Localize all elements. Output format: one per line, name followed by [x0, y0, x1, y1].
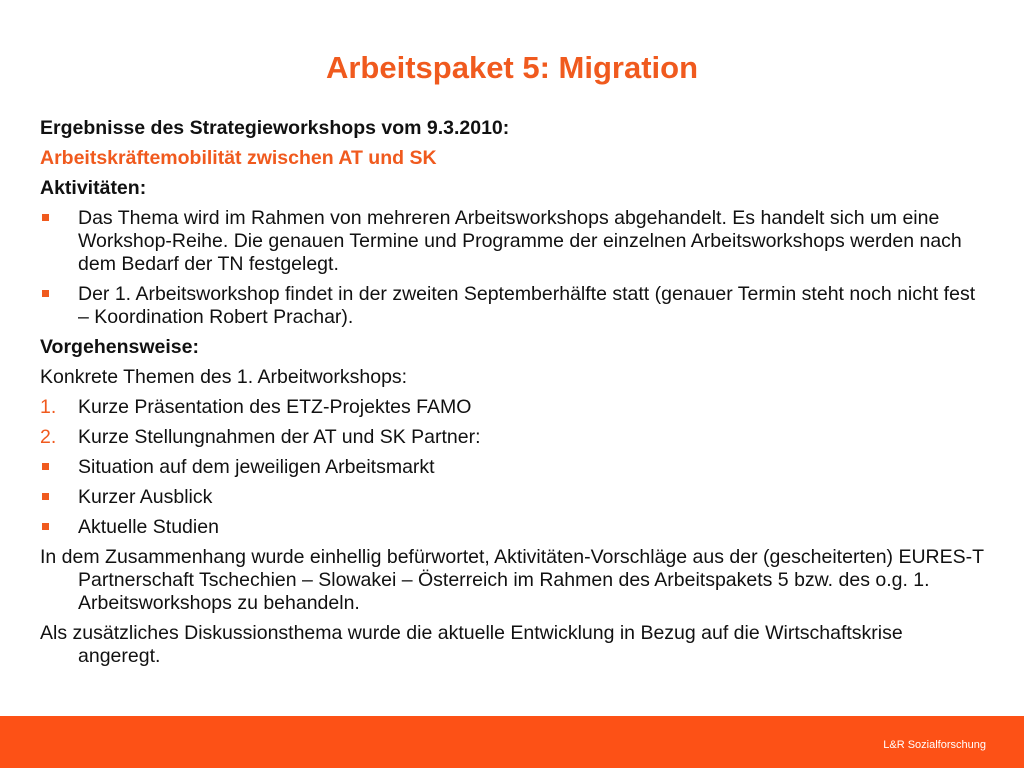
activity-item: [40, 283, 990, 329]
square-bullet-icon: [42, 523, 49, 530]
slide-title: Arbeitspaket 5: Migration: [325, 50, 699, 85]
item-number: 1.: [40, 396, 57, 418]
item-number: 2.: [40, 426, 57, 448]
paragraph-eures: In dem Zusammenhang wurde einhellig befürwortet, Aktivitäten-Vorschläge aus der (gescheiterten) EURES-T Partnerschaft Tschechien – Slowakei – Österreich im Rahmen des Arbeitspakets 5 bzw. des o.g. 1. Arbeitsworkshops zu behandeln.: [40, 546, 984, 614]
subitem-text: Kurzer Ausblick: [78, 486, 213, 508]
numbered-item: [40, 426, 990, 449]
subitem: [40, 456, 990, 479]
subitem-text: Aktuelle Studien: [78, 516, 219, 538]
heading-approach: Vorgehensweise:: [40, 336, 199, 358]
square-bullet-icon: [42, 463, 49, 470]
square-bullet-icon: [42, 214, 49, 221]
numbered-item: [40, 396, 990, 419]
subitem-text: Situation auf dem jeweiligen Arbeitsmarkt: [78, 456, 435, 478]
paragraph-crisis: Als zusätzliches Diskussionsthema wurde die aktuelle Entwicklung in Bezug auf die Wirtschaftskrise angeregt.: [40, 622, 903, 667]
heading-activities: Aktivitäten:: [40, 177, 147, 199]
numbered-text: Kurze Präsentation des ETZ-Projektes FAMO: [78, 396, 472, 418]
heading-results: Ergebnisse des Strategieworkshops vom 9.3.2010:: [40, 117, 510, 139]
footer-brand: L&R Sozialforschung: [883, 739, 986, 751]
square-bullet-icon: [42, 290, 49, 297]
slide-content: [40, 117, 990, 675]
topics-intro: Konkrete Themen des 1. Arbeitworkshops:: [40, 366, 408, 388]
activity-text: Das Thema wird im Rahmen von mehreren Arbeitsworkshops abgehandelt. Es handelt sich um eine Workshop-Reihe. Die genauen Termine und Programme der einzelnen Arbeitsworkshops werden nach dem Bedarf der TN festgelegt.: [78, 207, 962, 275]
subitem: [40, 486, 990, 509]
footer-bar: [0, 716, 1024, 768]
numbered-text: Kurze Stellungnahmen der AT und SK Partner:: [78, 426, 481, 448]
square-bullet-icon: [42, 493, 49, 500]
activity-item: [40, 207, 990, 276]
activity-text: Der 1. Arbeitsworkshop findet in der zweiten Septemberhälfte statt (genauer Termin steht noch nicht fest – Koordination Robert Prachar).: [78, 283, 976, 328]
subitem: [40, 516, 990, 539]
heading-topic: Arbeitskräftemobilität zwischen AT und SK: [40, 147, 437, 169]
